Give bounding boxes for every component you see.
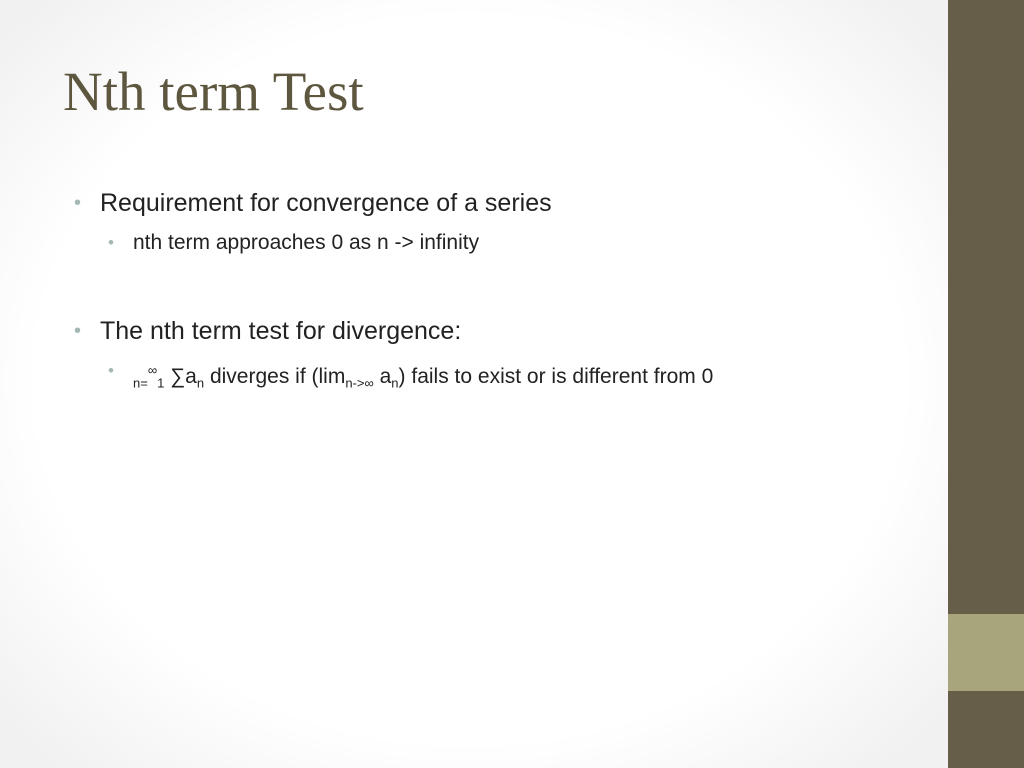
bullet-dot: • xyxy=(74,192,82,214)
bullet-dot: • xyxy=(108,361,114,380)
sum-symbol-term: ∑a xyxy=(164,365,197,389)
sub-bullet-formula xyxy=(72,356,932,399)
bullet-dot: • xyxy=(108,233,114,252)
sub-bullet-item-1 xyxy=(72,228,932,258)
bullet-text: The nth term test for divergence: xyxy=(100,317,462,345)
sum-start-value: 1 xyxy=(157,376,165,391)
bullet-item-1 xyxy=(72,186,932,220)
limit-term: a xyxy=(373,365,392,389)
formula-mid-text: diverges if (lim xyxy=(204,365,346,389)
formula-tail-text: ) fails to exist or is different from 0 xyxy=(398,365,714,389)
bullet-dot: • xyxy=(74,320,82,342)
limit-subscript: n->∞ xyxy=(345,376,374,391)
sub-bullet-text: nth term approaches 0 as n -> infinity xyxy=(133,231,480,254)
limit-term-subscript: n xyxy=(391,376,399,391)
sidebar-accent-block xyxy=(948,614,1024,691)
term-subscript: n xyxy=(196,376,205,391)
sum-index-lower: n= xyxy=(133,376,148,391)
bullet-text: Requirement for convergence of a series xyxy=(100,189,552,217)
slide-title: Nth term Test xyxy=(63,61,364,122)
bullet-item-2 xyxy=(72,314,932,348)
formula xyxy=(133,363,714,391)
sum-upper-bound: ∞ xyxy=(147,363,158,378)
bullet-list xyxy=(72,186,932,399)
